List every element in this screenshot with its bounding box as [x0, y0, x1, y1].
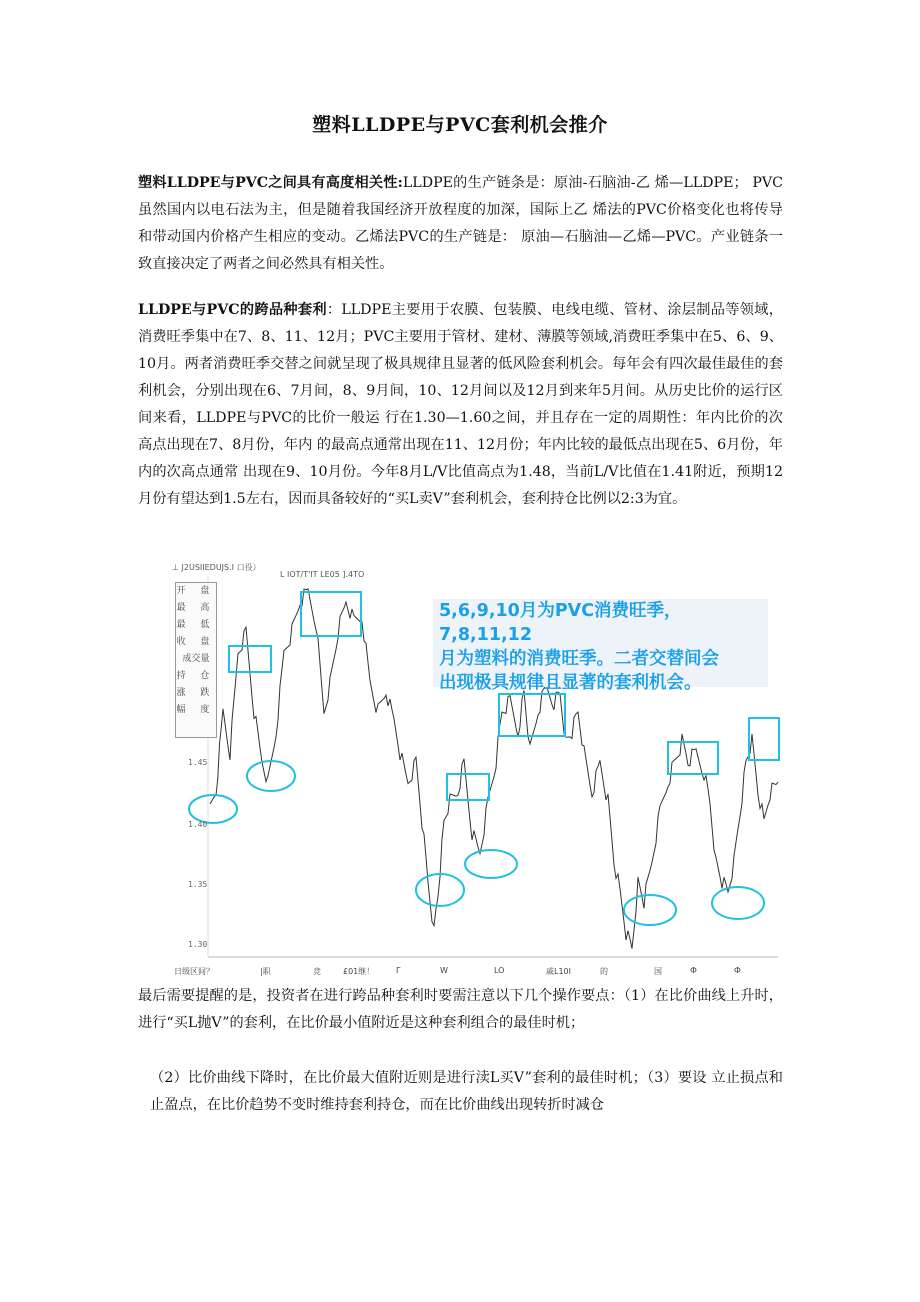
ratio-chart: [168, 562, 780, 980]
x-tick-label: Ф: [690, 966, 697, 975]
legend-item: 持 仓: [176, 671, 216, 681]
x-tick-label: 戚L10I: [546, 967, 571, 976]
paragraph-operations: 最后需要提醒的是，投资者在进行跨品种套利时要需注意以下几个操作要点：（1）在比价曲线上升时，进行“买L抛V”的套利，在比价最小值附近是这种套利组合的最佳时机；: [138, 988, 783, 1031]
paragraph-operations-cont: （2）比价曲线下降时，在比价最大值附近则是进行渎L买V”套利的最佳时机；（3）要设 立止损点和止盈点，在比价趋势不变时维持套利持仓，而在比价曲线出现转折时减仓: [150, 1070, 783, 1113]
y-tick-label: 1.45: [188, 758, 208, 767]
legend-item: 开 盘: [176, 586, 216, 596]
chart-legend: [175, 582, 217, 738]
paragraph-correlation: [138, 170, 783, 278]
legend-item: 成交量: [182, 654, 210, 664]
paragraph-lead: 塑料LLDPE与PVC之间具有高度相关性:: [138, 175, 403, 191]
annotation-line: 月为塑料的消费旺季。二者交替间会: [439, 649, 719, 669]
x-tick-label: LO: [494, 966, 505, 975]
legend-item: 涨 跌: [176, 688, 216, 698]
paragraph-text: ：LLDPE主要用于农膜、包装膜、电线电缆、管材、涂层制品等领域，消费旺季集中在7、8、11、12月；PVC主要用于管材、建材、薄膜等领域,消费旺季集中在5、6、9、10月。两者消费旺季交替之间就呈现了极具规律且显著的低风险套利机会。每年会有四次最佳最佳的套利机会，分别出现在6、7月间，8、9月间，10、12月间以及12月到来年5月间。从历史比价的运行区间来看，LLDPE与PVC的比价一般运 行在1.30—1.60之间，并且存在一定的周期性：年内比价的次高点出现在7、8月份，年内 的最高点通常出现在11、12月份；年内比较的最低点出现在5、6月份，年内的次高点通常 出现在9、10月份。今年8月L/V比值高点为1.48，当前L/V比值在1.41附近，预期12 月份有望达到1.5左右，因而具备较好的“买L卖V”套利机会，套利持仓比例以2:3为宜。: [138, 302, 783, 507]
x-tick-label: 国: [654, 967, 662, 976]
x-tick-label: Γ: [396, 966, 401, 975]
x-tick-label: Ф: [734, 966, 741, 975]
x-tick-label: £01继！: [343, 967, 375, 976]
y-tick-label: 1.40: [188, 820, 208, 829]
chart-header-left: ⊥ J2USIIEDUJS.I 口役）: [172, 563, 261, 572]
x-tick-label: |职: [260, 967, 271, 976]
legend-item: 最 高: [176, 603, 216, 613]
x-tick-label: 日级区间？: [174, 967, 214, 976]
y-tick-label: 1.35: [188, 880, 208, 889]
annotation-line: 出现极具规律且显著的套利机会。: [439, 673, 702, 693]
x-tick-label: W: [440, 966, 448, 975]
chart-header-mid: L IOT/T'IT LE05 ].4TO: [280, 570, 365, 579]
annotation-line: 5,6,9,10月为PVC消费旺季，7,8,11,12: [439, 601, 682, 645]
paragraph-arbitrage: [138, 297, 783, 513]
page-title: 塑料LLDPE与PVC套利机会推介: [312, 114, 608, 136]
paragraph-text: LLDPE的生产链条是：原油-石脑油-乙 烯—LLDPE； PVC虽然国内以电石法为主，但是随着我国经济开放程度的加深，国际上乙 烯法的PVC价格变化也将传导和带动国内价格产生相应的变动。乙烯法PVC的生产链是： 原油—石脑油—乙烯—PVC。产业链条一致直接决定了两者之间必然具有相关性。: [138, 175, 783, 272]
legend-item: 幅 度: [176, 705, 216, 715]
paragraph-lead: LLDPE与PVC的跨品种套利: [138, 302, 327, 318]
legend-item: 收 盘: [176, 637, 216, 647]
x-tick-label: 竞: [313, 967, 321, 976]
x-tick-label: 的: [600, 967, 608, 976]
y-tick-label: 1.30: [188, 940, 208, 949]
chart-annotation: [433, 599, 768, 693]
legend-item: 最 低: [176, 620, 216, 630]
